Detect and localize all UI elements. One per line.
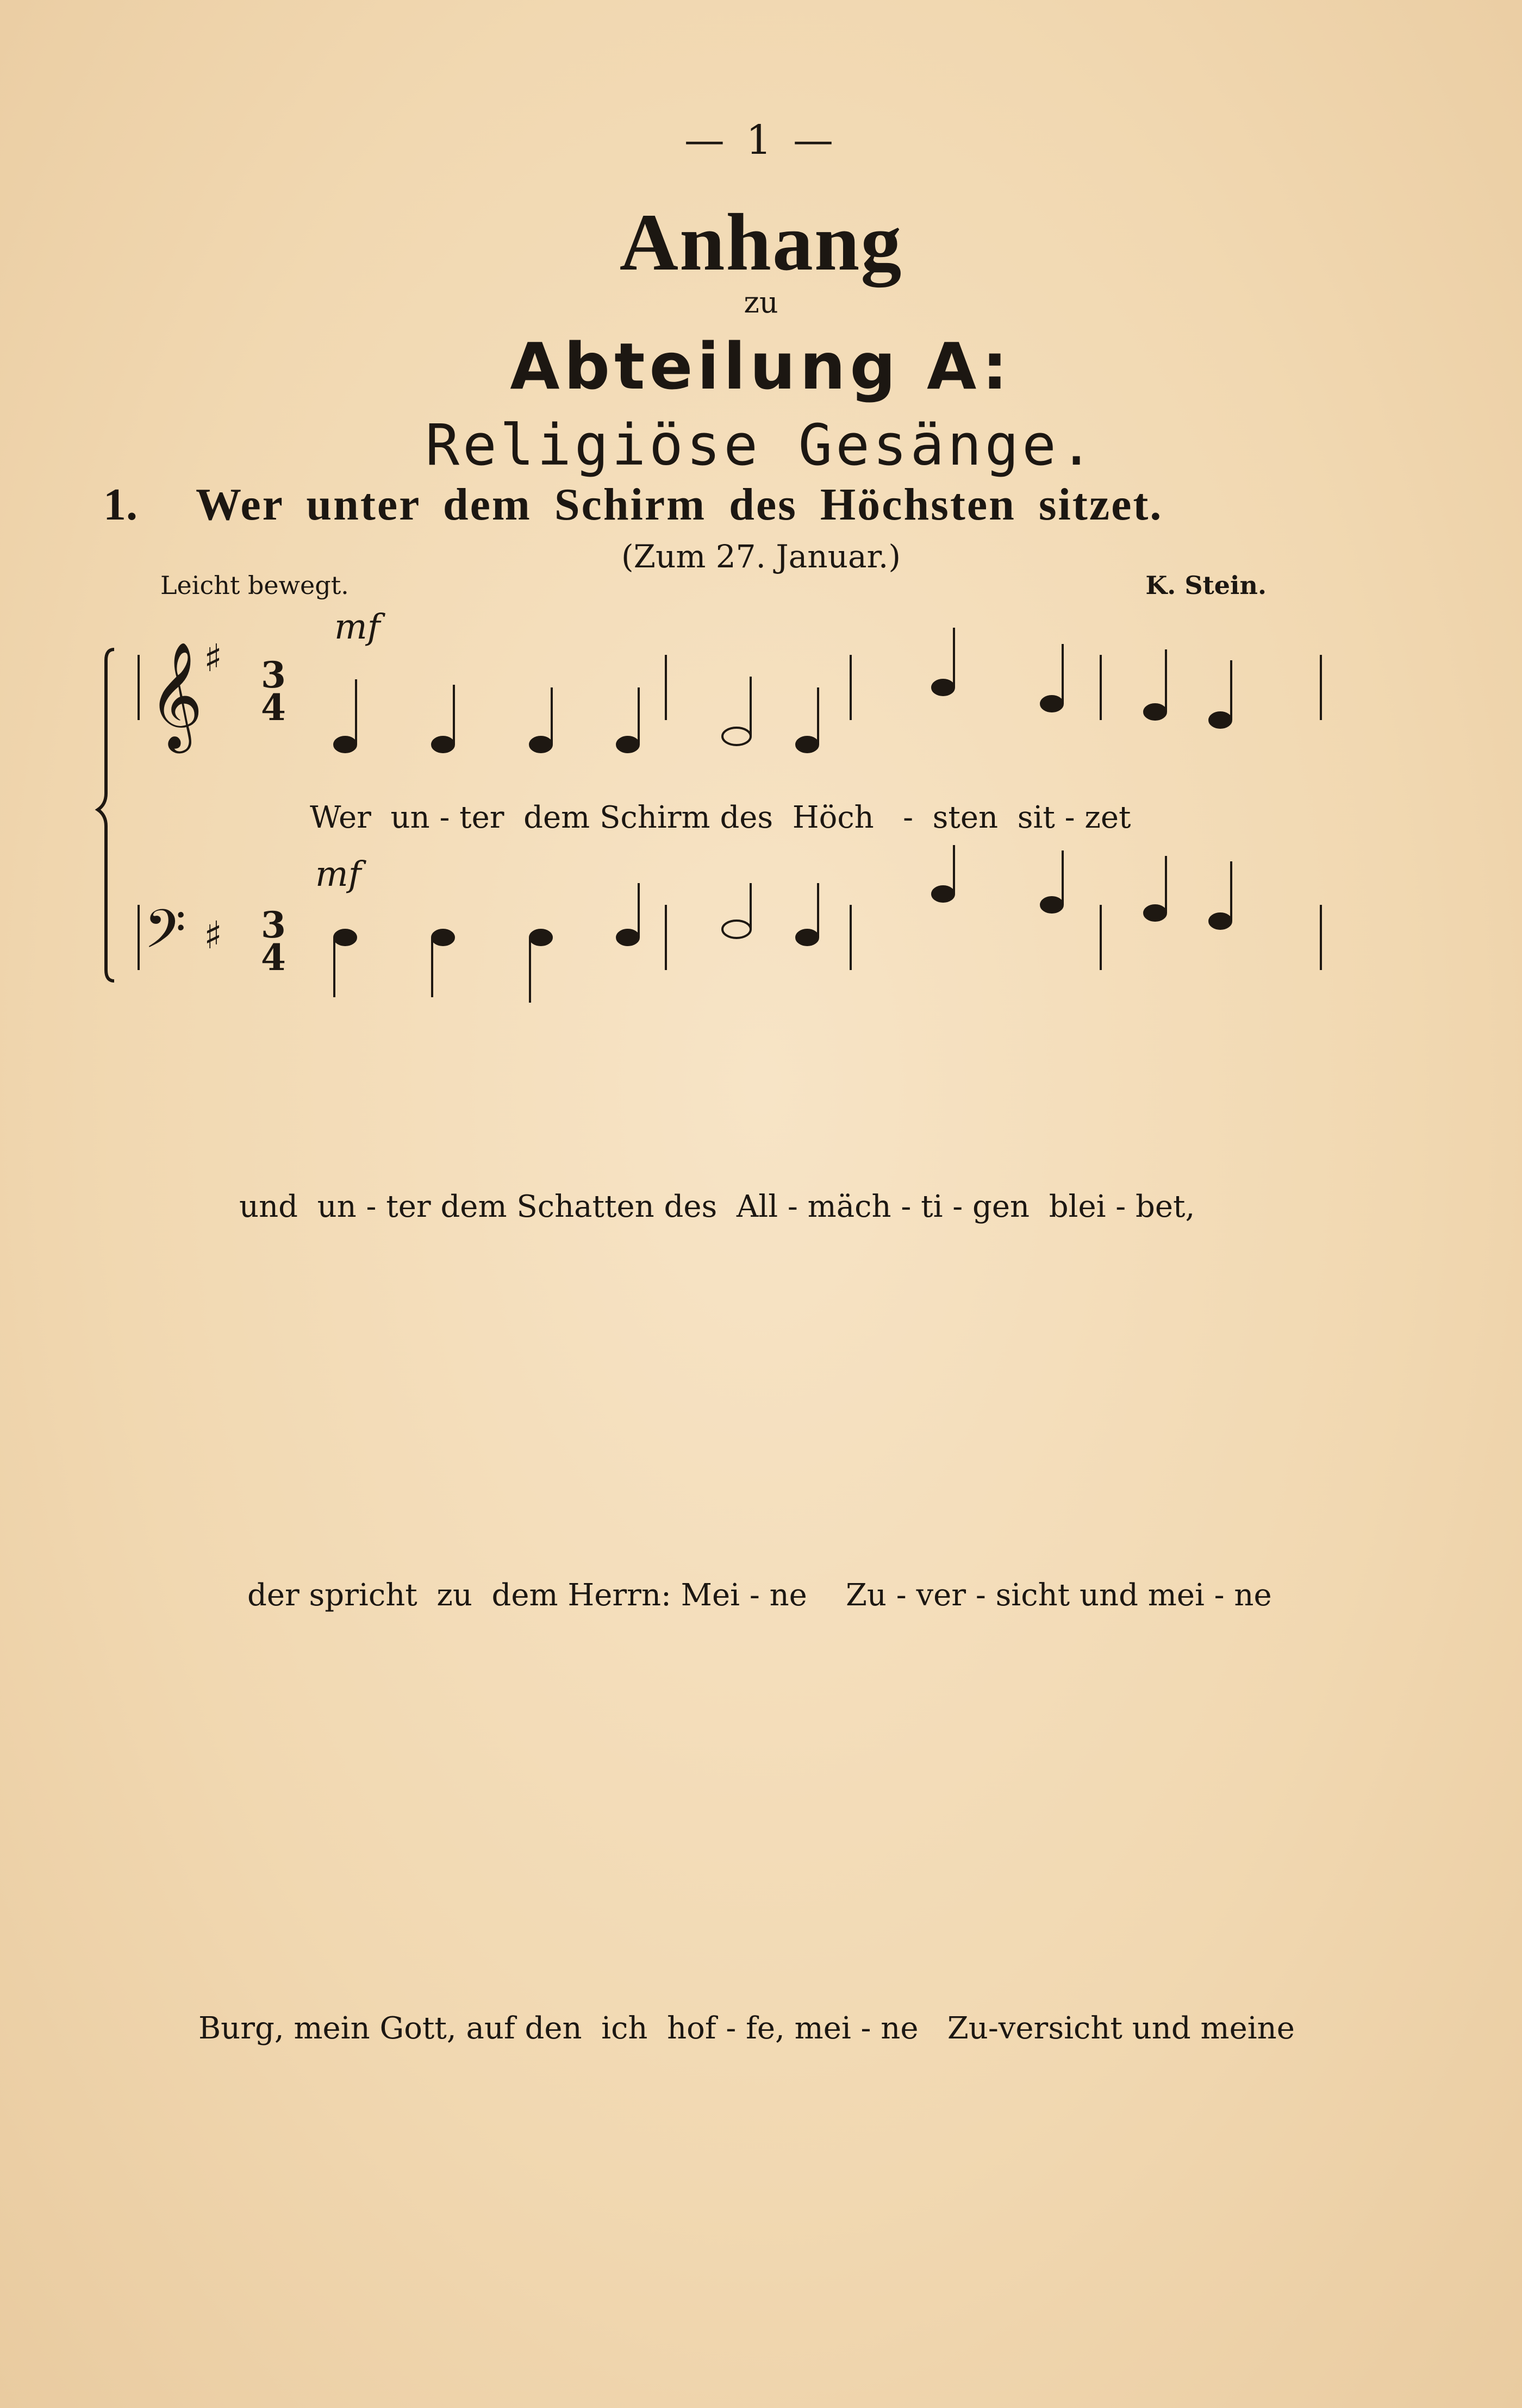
song-title: Wer unter dem Schirm des Höchsten sitzet. xyxy=(196,479,1163,530)
sharp-icon: ♯ xyxy=(204,636,222,680)
notes-bass-1 xyxy=(334,845,1231,1003)
section-subtitle: Religiöse Gesänge. xyxy=(425,412,1097,478)
time-signature-top: 3 xyxy=(261,904,286,946)
system-brace xyxy=(98,649,114,981)
lyrics-line: Burg, mein Gott, auf den ich hof - fe, mei - ne Zu-versicht und meine xyxy=(198,2011,1295,2046)
bass-clef-icon: 𝄢 xyxy=(144,898,186,974)
lyrics-line: Wer un - ter dem Schirm des Höch - sten sit - zet xyxy=(310,800,1131,835)
composer-name: K. Stein. xyxy=(1145,571,1267,600)
treble-staff xyxy=(139,628,1324,753)
title-connector: zu xyxy=(744,285,778,320)
time-signature-bottom: 4 xyxy=(261,936,286,979)
section-title: Abteilung A: xyxy=(510,329,1012,404)
dynamic-mf: mf xyxy=(334,607,380,647)
dynamic-mf: mf xyxy=(315,854,361,895)
song-number: 1. xyxy=(103,479,138,530)
page-title: Anhang xyxy=(619,197,903,287)
tempo-marking: Leicht bewegt. xyxy=(160,571,349,600)
lyrics-line: der spricht zu dem Herrn: Mei - ne Zu - ver - sicht und mei - ne xyxy=(247,1578,1272,1613)
lyrics-line: und un - ter dem Schatten des All - mäch - ti - gen blei - bet, xyxy=(239,1189,1195,1224)
sharp-icon: ♯ xyxy=(204,913,222,958)
notes-treble-1 xyxy=(334,628,1231,752)
time-signature-top: 3 xyxy=(261,654,286,696)
page-number: — 1 — xyxy=(684,117,838,164)
time-signature-bottom: 4 xyxy=(261,686,286,729)
treble-clef-icon: 𝄞 xyxy=(148,641,203,749)
song-date-note: (Zum 27. Januar.) xyxy=(621,538,901,575)
